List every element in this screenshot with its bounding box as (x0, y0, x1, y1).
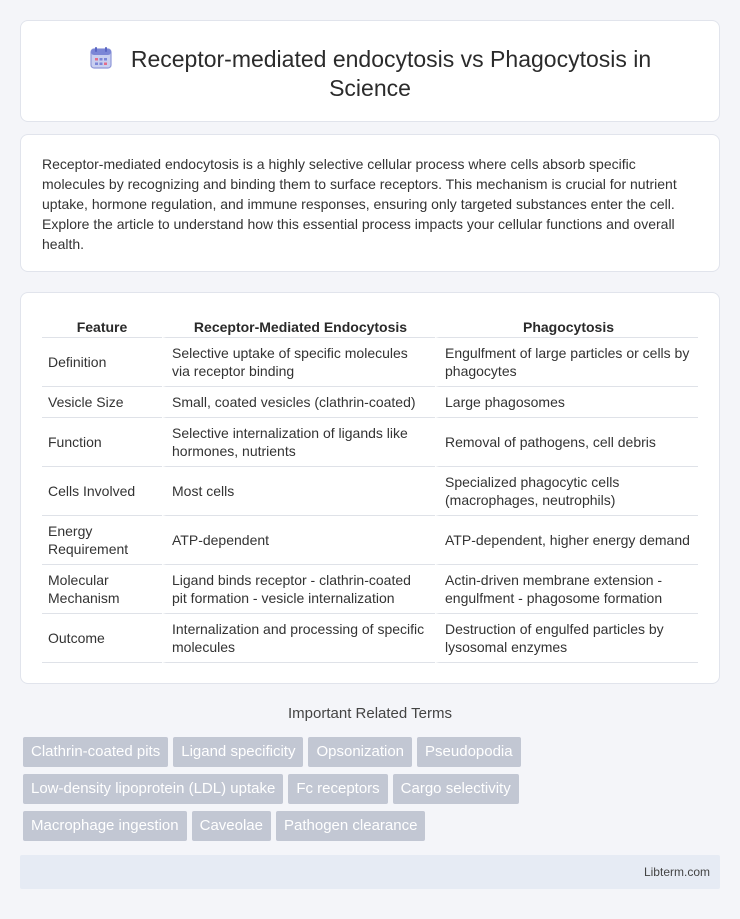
tag-row (23, 774, 583, 811)
tag-clathrin-coated-pits[interactable]: Clathrin-coated pits (23, 737, 168, 767)
row-phagocytosis: Engulfment of large particles or cells by phagocytes (435, 338, 698, 387)
tag-ligand-specificity[interactable]: Ligand specificity (173, 737, 303, 767)
tag-opsonization[interactable]: Opsonization (308, 737, 412, 767)
table-row (42, 387, 698, 418)
row-phagocytosis: ATP-dependent, higher energy demand (435, 516, 698, 565)
footer-site-link[interactable]: Libterm.com (643, 865, 710, 879)
header-phagocytosis: Phagocytosis (435, 315, 698, 338)
related-terms-title: Important Related Terms (288, 705, 452, 722)
row-endocytosis: Internalization and processing of specific molecules (162, 614, 435, 663)
row-feature: Cells Involved (42, 467, 162, 516)
tag-cargo-selectivity[interactable]: Cargo selectivity (393, 774, 519, 804)
row-endocytosis: Selective uptake of specific molecules via receptor binding (162, 338, 435, 387)
table-row (42, 418, 698, 467)
row-endocytosis: Most cells (162, 467, 435, 516)
tag-row (23, 811, 583, 848)
table-row (42, 614, 698, 663)
tag-caveolae[interactable]: Caveolae (192, 811, 271, 841)
intro-paragraph: Receptor-mediated endocytosis is a highly selective cellular process where cells absorb specific molecules by recognizing and binding them to surface receptors. This mechanism is crucial for nutrient uptake, hormone regulation, and immune responses, ensuring only targeted substances enter the cell. Explore the article to understand how this essential process impacts your cellular functions and overall health. (42, 156, 677, 252)
tag-fc-receptors[interactable]: Fc receptors (288, 774, 387, 804)
row-phagocytosis: Removal of pathogens, cell debris (435, 418, 698, 467)
table-row (42, 565, 698, 614)
calendar-icon (89, 46, 113, 70)
row-endocytosis: ATP-dependent (162, 516, 435, 565)
row-phagocytosis: Actin-driven membrane extension - engulfment - phagosome formation (435, 565, 698, 614)
header-feature: Feature (42, 315, 162, 338)
row-endocytosis: Selective internalization of ligands like hormones, nutrients (162, 418, 435, 467)
footer (20, 855, 720, 889)
title-line-1: Receptor-mediated endocytosis vs Phagocytosis in (130, 46, 652, 72)
tag-macrophage-ingestion[interactable]: Macrophage ingestion (23, 811, 187, 841)
row-phagocytosis: Specialized phagocytic cells (macrophages, neutrophils) (435, 467, 698, 516)
tag-pathogen-clearance[interactable]: Pathogen clearance (276, 811, 425, 841)
tag-ldl-uptake[interactable]: Low-density lipoprotein (LDL) uptake (23, 774, 283, 804)
page-title (21, 45, 719, 103)
table-row (42, 516, 698, 565)
table-row (42, 467, 698, 516)
row-feature: Vesicle Size (42, 387, 162, 418)
row-endocytosis: Small, coated vesicles (clathrin-coated) (162, 387, 435, 418)
header-card (20, 20, 720, 122)
row-feature: Outcome (42, 614, 162, 663)
comparison-card (20, 292, 720, 684)
tag-row (23, 737, 583, 774)
title-line-2: Science (329, 75, 411, 101)
comparison-table (42, 315, 698, 663)
intro-card (20, 134, 720, 272)
row-feature: Definition (42, 338, 162, 387)
related-terms-tags (23, 737, 583, 848)
table-header-row (42, 315, 698, 338)
row-phagocytosis: Large phagosomes (435, 387, 698, 418)
row-phagocytosis: Destruction of engulfed particles by lysosomal enzymes (435, 614, 698, 663)
row-feature: Function (42, 418, 162, 467)
table-row (42, 338, 698, 387)
tag-pseudopodia[interactable]: Pseudopodia (417, 737, 521, 767)
row-endocytosis: Ligand binds receptor - clathrin-coated pit formation - vesicle internalization (162, 565, 435, 614)
row-feature: Energy Requirement (42, 516, 162, 565)
row-feature: Molecular Mechanism (42, 565, 162, 614)
header-endocytosis: Receptor-Mediated Endocytosis (162, 315, 435, 338)
